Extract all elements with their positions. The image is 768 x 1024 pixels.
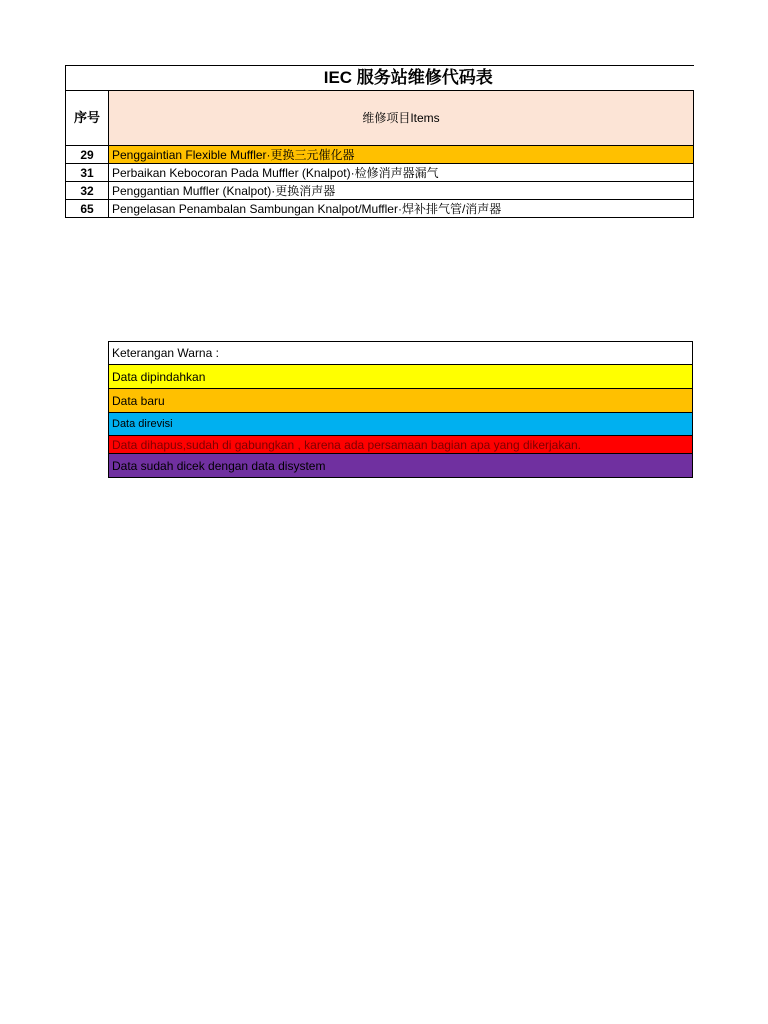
legend-item-revised[interactable]: Data direvisi: [109, 413, 693, 436]
header-items: 维修项目Items: [109, 91, 694, 146]
row-desc[interactable]: Pengelasan Penambalan Sambungan Knalpot/Muffler·焊补排气管/消声器: [109, 200, 694, 218]
title-row: [66, 66, 694, 91]
row-no[interactable]: 29: [66, 146, 109, 164]
legend-item-new[interactable]: Data baru: [109, 389, 693, 413]
row-desc[interactable]: Penggantian Muffler (Knalpot)·更换消声器: [109, 182, 694, 200]
table-row[interactable]: [66, 146, 694, 164]
legend-title[interactable]: Keterangan Warna :: [109, 342, 693, 365]
row-desc[interactable]: Penggaintian Flexible Muffler·更换三元催化器: [109, 146, 694, 164]
row-desc[interactable]: Perbaikan Kebocoran Pada Muffler (Knalpot)·检修消声器漏气: [109, 164, 694, 182]
sheet-title: IEC 服务站维修代码表: [66, 66, 694, 91]
header-row: [66, 91, 694, 146]
row-no[interactable]: 65: [66, 200, 109, 218]
row-no[interactable]: 31: [66, 164, 109, 182]
table-row[interactable]: [66, 164, 694, 182]
legend-item-moved[interactable]: Data dipindahkan: [109, 365, 693, 389]
row-no[interactable]: 32: [66, 182, 109, 200]
legend-item-deleted[interactable]: Data dihapus,sudah di gabungkan , karena ada persamaan bagian apa yang dikerjakan.: [109, 436, 693, 454]
legend-item-checked[interactable]: Data sudah dicek dengan data disystem: [109, 454, 693, 478]
table-row[interactable]: [66, 182, 694, 200]
repair-code-table: [65, 65, 694, 218]
header-no: 序号: [66, 91, 109, 146]
table-row[interactable]: [66, 200, 694, 218]
color-legend: [108, 341, 693, 478]
